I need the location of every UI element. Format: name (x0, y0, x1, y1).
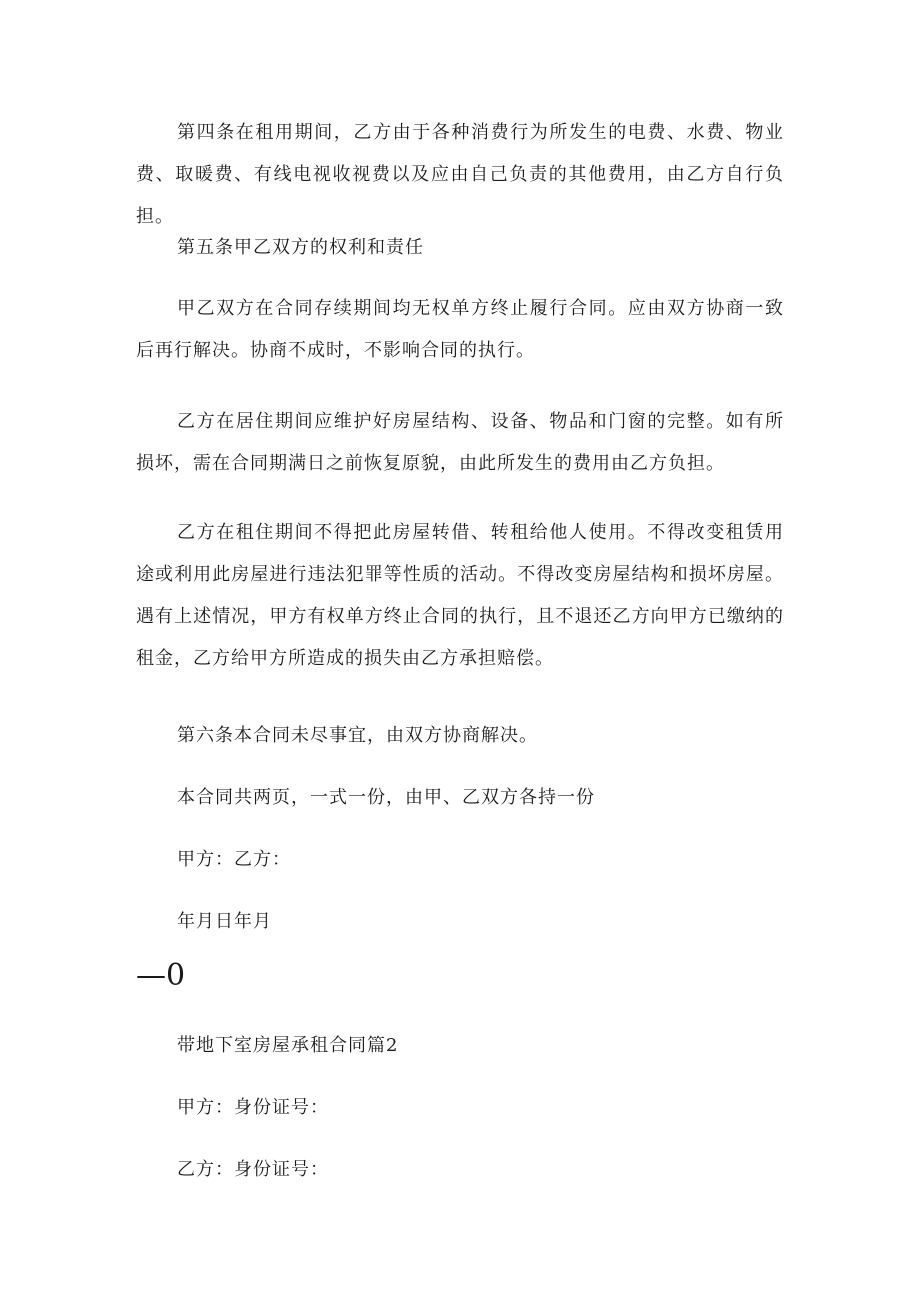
signature-parties-line: 甲方：乙方： (177, 849, 291, 870)
copies-statement: 本合同共两页，一式一份，由甲、乙双方各持一份 (177, 787, 595, 808)
party-a-id-line: 甲方：身份证号： (177, 1097, 329, 1118)
party-b-id-line: 乙方：身份证号： (177, 1159, 329, 1180)
page-number-mark: —0 (136, 958, 186, 993)
termination-paragraph: 甲乙双方在合同存续期间均无权单方终止履行合同。应由双方协商一致后再行解决。协商不成时，不影响合同的执行。 (136, 298, 784, 361)
clause-6-paragraph: 第六条本合同未尽事宜，由双方协商解决。 (177, 725, 538, 746)
sublet-prohibition-paragraph: 乙方在租住期间不得把此房屋转借、转租给他人使用。不得改变租赁用途或利用此房屋进行违法犯罪等性质的活动。不得改变房屋结构和损坏房屋。遇有上述情况，甲方有权单方终止合同的执行，且不退还乙方向甲方已缴纳的租金，乙方给甲方所造成的损失由乙方承担赔偿。 (136, 522, 784, 669)
signature-date-line: 年月日年月 (177, 911, 272, 932)
maintenance-paragraph: 乙方在居住期间应维护好房屋结构、设备、物品和门窗的完整。如有所损坏，需在合同期满日之前恢复原貌，由此所发生的费用由乙方负担。 (136, 411, 784, 474)
clause-5-heading: 第五条甲乙双方的权利和责任 (177, 237, 424, 258)
section-2-title: 带地下室房屋承租合同篇2 (177, 1035, 399, 1056)
clause-4-paragraph: 第四条在租用期间，乙方由于各种消费行为所发生的电费、水费、物业费、取暖费、有线电视收视费以及应由自己负责的其他费用，由乙方自行负担。 (136, 122, 784, 227)
